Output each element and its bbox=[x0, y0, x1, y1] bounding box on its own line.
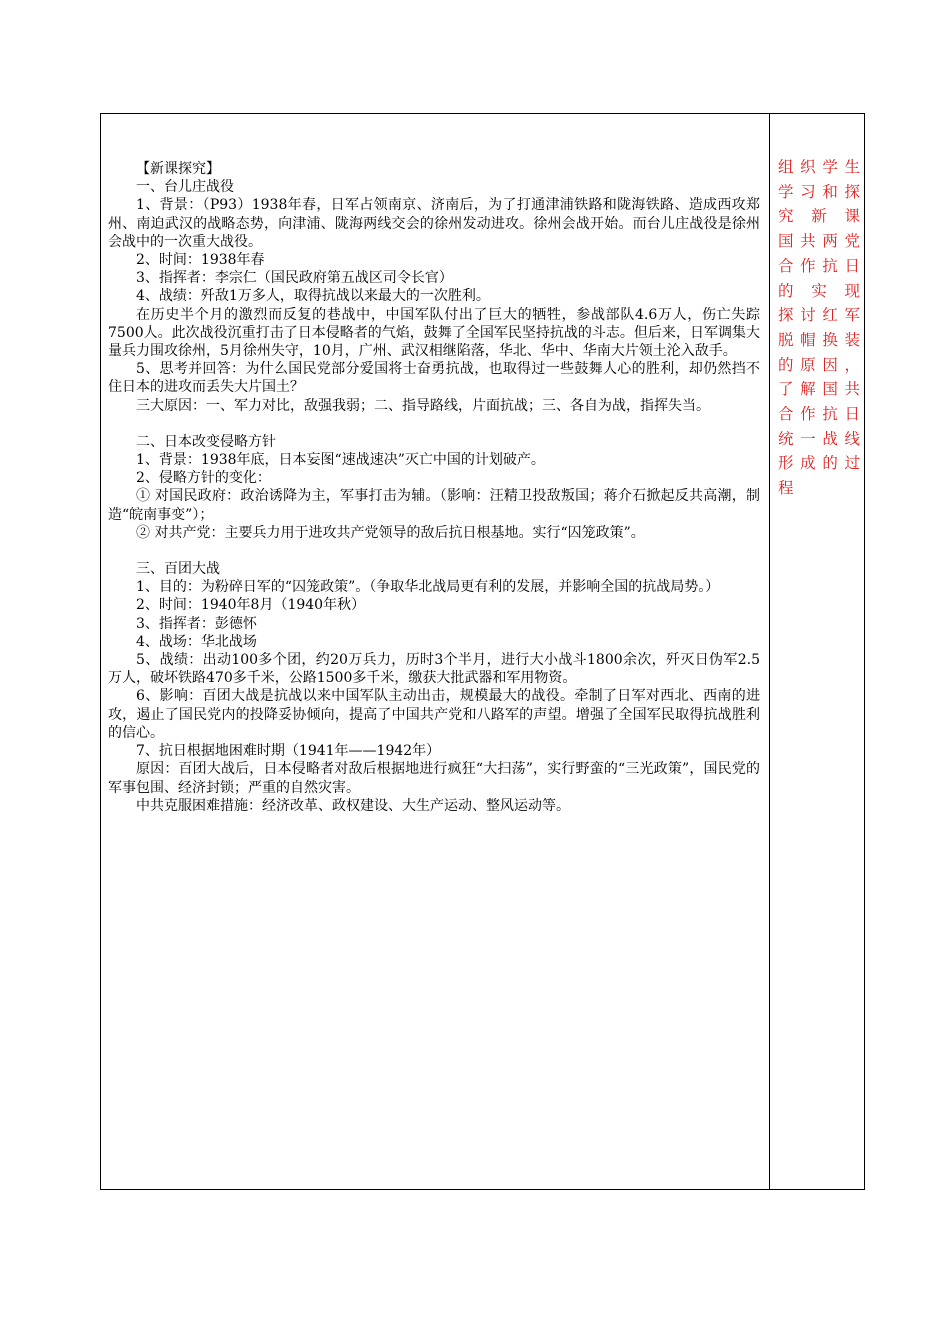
note-line: 程 bbox=[778, 479, 794, 498]
paragraph: 中共克服困难措施：经济改革、政权建设、大生产运动、整风运动等。 bbox=[136, 797, 570, 814]
paragraph: 6、影响：百团大战是抗战以来中国军队主动出击，规模最大的战役。牵制了日军对西北、西南的进攻，遏止了国民党内的投降妥协倾向，提高了中国共产党和八路军的声望。增强了全国军民取得抗战胜利的信心。 bbox=[108, 688, 760, 741]
paragraph: 5、战绩：出动100多个团，约20万兵力，历时3个半月，进行大小战斗1800余次，歼灭日伪军2.5万人，破坏铁路470多千米，公路1500多千米，缴获大批武器和军用物资。 bbox=[108, 652, 760, 687]
section-title-2: 二、日本改变侵略方针 bbox=[136, 433, 276, 450]
column-divider bbox=[769, 114, 770, 1189]
note-line: 了解国共 bbox=[778, 380, 860, 399]
paragraph: 7、抗日根据地困难时期（1941年——1942年） bbox=[136, 743, 441, 760]
note-line: 探讨红军 bbox=[778, 306, 860, 325]
paragraph: 3、指挥者：李宗仁（国民政府第五战区司令长官） bbox=[136, 270, 453, 287]
paragraph: 原因：百团大战后，日本侵略者对敌后根据地进行疯狂“大扫荡”，实行野蛮的“三光政策”，国民党的军事包围、经济封锁；严重的自然灾害。 bbox=[108, 761, 760, 796]
lesson-table bbox=[100, 113, 865, 1190]
paragraph: ① 对国民政府：政治诱降为主，军事打击为辅。（影响：汪精卫投敌叛国；蒋介石掀起反共高潮，制造“皖南事变”）； bbox=[108, 488, 760, 523]
paragraph: 4、战场：华北战场 bbox=[136, 633, 257, 650]
paragraph: 3、指挥者：彭德怀 bbox=[136, 615, 257, 632]
note-line: 国共两党 bbox=[778, 232, 860, 251]
section-heading: 【新课探究】 bbox=[136, 161, 220, 177]
note-line: 脱帽换装 bbox=[778, 330, 860, 349]
paragraph: 4、战绩：歼敌1万多人，取得抗战以来最大的一次胜利。 bbox=[136, 288, 490, 305]
paragraph: 2、侵略方针的变化： bbox=[136, 470, 271, 487]
section-title-3: 三、百团大战 bbox=[136, 561, 220, 578]
paragraph: ② 对共产党：主要兵力用于进攻共产党领导的敌后抗日根基地。实行“囚笼政策”。 bbox=[136, 524, 645, 541]
note-line: 组织学生 bbox=[778, 158, 860, 176]
paragraph: 1、背景：（P93）1938年春，日军占领南京、济南后，为了打通津浦铁路和陇海铁路、造成西攻郑州、南迫武汉的战略态势，向津浦、陇海两线交会的徐州发动进攻。徐州会战开始。而台儿庄战役是徐州会战中的一次重大战役。 bbox=[108, 197, 760, 250]
teaching-notes bbox=[778, 155, 860, 501]
note-line: 的实现 bbox=[778, 281, 860, 300]
note-line: 合作抗日 bbox=[778, 256, 860, 275]
paragraph: 1、背景：1938年底，日本妄图“速战速决”灭亡中国的计划破产。 bbox=[136, 452, 545, 469]
note-line: 的原因， bbox=[778, 355, 860, 374]
lesson-content bbox=[108, 160, 760, 815]
paragraph: 1、目的：为粉碎日军的“囚笼政策”。（争取华北战局更有利的发展，并影响全国的抗战局势。） bbox=[136, 579, 720, 596]
paragraph: 在历史半个月的激烈而反复的巷战中，中国军队付出了巨大的牺牲，参战部队4.6万人，伤亡失踪7500人。此次战役沉重打击了日本侵略者的气焰，鼓舞了全国军民坚持抗战的斗志。但后来，日军调集大量兵力围攻徐州，5月徐州失守，10月，广州、武汉相继陷落，华北、华中、华南大片领土沦入敌手。 bbox=[108, 306, 760, 360]
paragraph: 三大原因：一、军力对比，敌强我弱；二、指导路线，片面抗战；三、各自为战，指挥失当。 bbox=[136, 397, 710, 414]
note-line: 合作抗日 bbox=[778, 405, 860, 424]
note-line: 学习和探 bbox=[778, 182, 860, 201]
note-line: 究新课 bbox=[778, 207, 860, 226]
paragraph: 2、时间：1938年春 bbox=[136, 252, 265, 269]
note-line: 统一战线 bbox=[778, 429, 860, 448]
section-title-1: 一、台儿庄战役 bbox=[136, 179, 234, 196]
paragraph: 5、思考并回答：为什么国民党部分爱国将士奋勇抗战，也取得过一些鼓舞人心的胜利，却仍然挡不住日本的进攻而丢失大片国土？ bbox=[108, 361, 760, 396]
paragraph: 2、时间：1940年8月（1940年秋） bbox=[136, 597, 366, 614]
note-line: 形成的过 bbox=[778, 454, 860, 473]
